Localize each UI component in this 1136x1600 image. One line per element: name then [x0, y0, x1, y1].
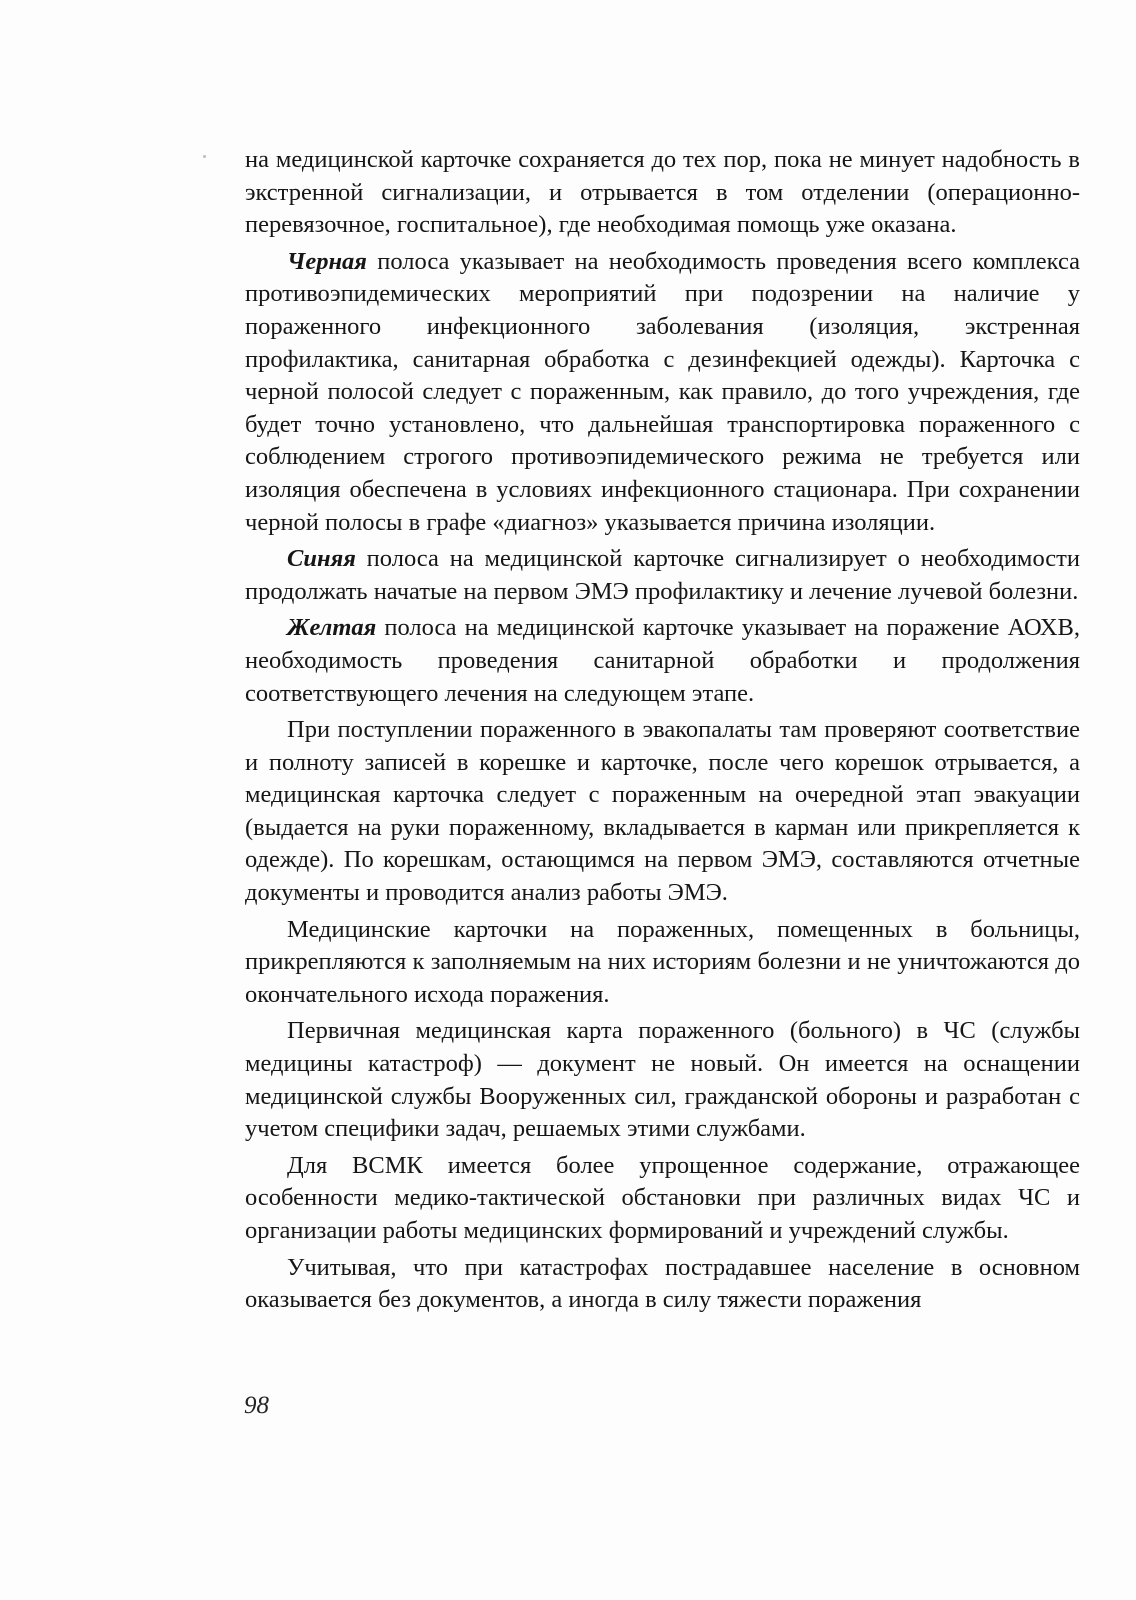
- paragraph-text: Медицинские карточки на пораженных, помещенных в больницы, прикрепляются к заполняемым на них историям болезни и не уничтожаются до окончательного исхода поражения.: [245, 915, 1080, 1008]
- paragraph-black-stripe: [245, 246, 1080, 539]
- term-black: Черная: [287, 247, 367, 275]
- paragraph-text: полоса на медицинской карточке сигнализирует о необходимости продолжать начатые на первом ЭМЭ профилактику и лечение лучевой болезни.: [245, 545, 1080, 605]
- paragraph-text: Учитывая, что при катастрофах пострадавшее население в основном оказывается без документов, а иногда в силу тяжести поражения: [245, 1253, 1080, 1314]
- term-blue: Синяя: [287, 545, 356, 573]
- paragraph-evacuation: [245, 714, 1080, 910]
- paragraph-text: Для ВСМК имеется более упрощенное содержание, отражающее особенности медико-тактической обстановки при различных видах ЧС и организации работы медицинских формирований и учреждений службы.: [245, 1151, 1080, 1244]
- paragraph-text: Первичная медицинская карта пораженного (больного) в ЧС (службы медицины катастроф) — документ не новый. Он имеется на оснащении медицинской службы Вооруженных сил, гражданской обороны и разработан с учетом специфики задач, решаемых этими службами.: [245, 1017, 1080, 1143]
- page-number: 98: [244, 1392, 269, 1419]
- paragraph-primary-card: [245, 1015, 1080, 1145]
- paragraph-continuation: [245, 144, 1080, 242]
- scan-speck: [203, 155, 206, 158]
- paragraph-text: полоса указывает на необходимость проведения всего комплекса противоэпидемических мероприятий при подозрении на наличие у пораженного инфекционного заболевания (изоляция, экстренная профилактика, санитарная обработка с дезинфекцией одежды). Карточка с черной полосой следует с пораженным, как правило, до того учреждения, где будет точно установлено, что дальнейшая транспортировка пораженного с соблюдением строгого противоэпидемического режима не требуется или изоляция обеспечена в условиях инфекционного стационара. При сохранении черной полосы в графе «диагноз» указывается причина изоляции.: [245, 247, 1080, 536]
- term-yellow: Желтая: [287, 614, 377, 642]
- paragraph-yellow-stripe: [245, 612, 1080, 710]
- paragraph-text: на медицинской карточке сохраняется до тех пор, пока не минует надобность в экстренной сигнализации, и отрывается в том отделении (операционно-перевязочное, госпитальное), где необходимая помощь уже оказана.: [245, 146, 1080, 239]
- paragraph-hospital-cards: [245, 914, 1080, 1012]
- body-text: [245, 144, 1080, 1321]
- paragraph-disasters: [245, 1252, 1080, 1317]
- paragraph-text: При поступлении пораженного в эвакопалаты там проверяют соответствие и полноту записей в корешке и карточке, после чего корешок отрывается, а медицинская карточка следует с пораженным на очередной этап эвакуации (выдается на руки пораженному, вкладывается в карман или прикрепляется к одежде). По корешкам, остающимся на первом ЭМЭ, составляются отчетные документы и проводится анализ работы ЭМЭ.: [245, 716, 1080, 907]
- paragraph-text: полоса на медицинской карточке указывает на поражение АОХВ, необходимость проведения санитарной обработки и продолжения соответствующего лечения на следующем этапе.: [245, 614, 1080, 707]
- paragraph-blue-stripe: [245, 543, 1080, 608]
- paragraph-vsmk: [245, 1150, 1080, 1248]
